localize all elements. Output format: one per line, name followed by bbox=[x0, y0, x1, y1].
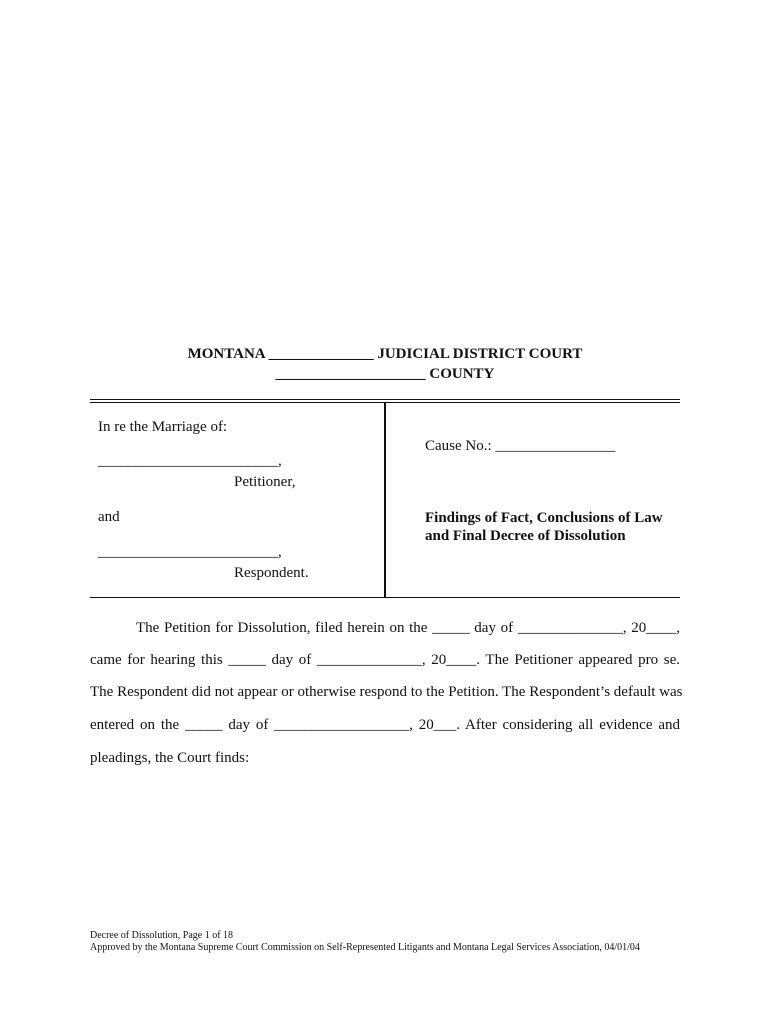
and-label: and bbox=[98, 509, 120, 525]
caption-divider bbox=[384, 403, 386, 597]
caption-bottom-rule bbox=[90, 597, 680, 598]
footer-approval-note: Approved by the Montana Supreme Court Commission on Self-Represented Litigants and Montana Legal Services Association, 04/01/04 bbox=[90, 942, 640, 953]
court-name-heading: MONTANA ______________ JUDICIAL DISTRICT COURT bbox=[187, 346, 583, 362]
footer-page-number: Decree of Dissolution, Page 1 of 18 bbox=[90, 930, 234, 941]
petitioner-label: Petitioner, bbox=[234, 474, 296, 490]
paragraph-line: The Petition for Dissolution, filed herein on the _____ day of ______________, 20____, bbox=[136, 620, 680, 636]
respondent-label: Respondent. bbox=[234, 565, 309, 581]
in-re-label: In re the Marriage of: bbox=[98, 419, 228, 435]
paragraph-line: entered on the _____ day of __________________, 20___. After considering all evidence and bbox=[90, 717, 680, 733]
document-title-line2: and Final Decree of Dissolution bbox=[425, 528, 626, 544]
paragraph-line: The Respondent did not appear or otherwise respond to the Petition. The Respondent’s default was bbox=[90, 684, 683, 700]
document-title-line1: Findings of Fact, Conclusions of Law bbox=[425, 510, 663, 526]
cause-number-field: Cause No.: ________________ bbox=[425, 438, 616, 454]
petitioner-name-blank: ________________________, bbox=[98, 453, 282, 469]
paragraph-line: came for hearing this _____ day of ______________, 20____. The Petitioner appeared pro se. bbox=[90, 652, 680, 668]
respondent-name-blank: ________________________, bbox=[98, 544, 282, 560]
paragraph-line: pleadings, the Court finds: bbox=[90, 750, 250, 766]
county-heading: ____________________ COUNTY bbox=[275, 366, 495, 382]
